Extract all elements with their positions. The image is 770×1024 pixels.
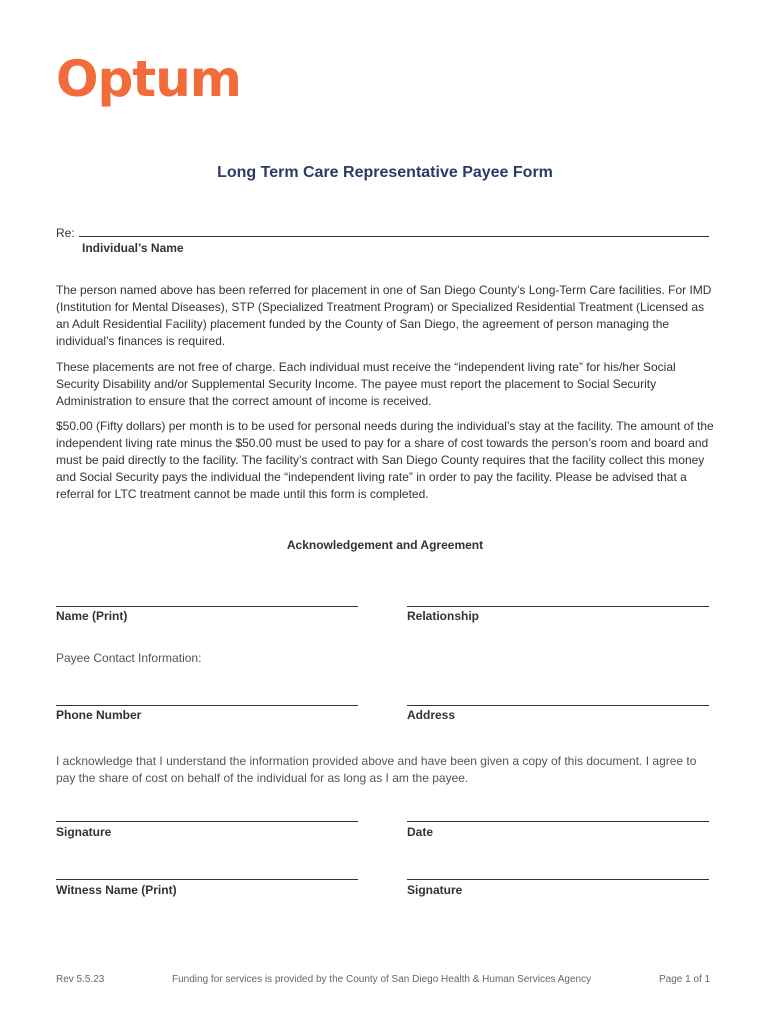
- signature-label: Signature: [56, 825, 112, 839]
- name-print-line[interactable]: [56, 606, 358, 607]
- phone-number-label: Phone Number: [56, 708, 142, 722]
- individual-name-blank[interactable]: [79, 226, 709, 237]
- logo-text: Optum: [56, 50, 241, 108]
- ack-heading: Acknowledgement and Agreement: [286, 538, 484, 552]
- individual-name-field[interactable]: [56, 226, 712, 240]
- witness-name-label: Witness Name (Print): [56, 883, 177, 897]
- relationship-label: Relationship: [407, 609, 480, 623]
- date-line[interactable]: [407, 821, 709, 822]
- signature-line[interactable]: [56, 821, 358, 822]
- footer-revision: Rev 5.5.23: [56, 974, 105, 985]
- re-label: Re:: [56, 226, 75, 240]
- charge-paragraph: These placements are not free of charge. Each individual must receive the “independent living rate” for his/her Social Security Disability and/or Supplemental Security Income. The payee must report the placement to Social Security Administration to ensure that the correct amount of income is received.: [56, 360, 676, 408]
- payee-contact-label: Payee Contact Information:: [56, 651, 202, 665]
- intro-paragraph: The person named above has been referred for placement in one of San Diego County’s Long-Term Care facilities. For IMD (Institution for Mental Diseases), STP (Specialized Treatment Program) or Specialized Residential Treatment (Licensed as an Adult Residential Facility) placement funded by the County of San Diego, the agreement of person managing the individual’s finances is required.: [56, 283, 712, 348]
- footer-funding: Funding for services is provided by the County of San Diego Health & Human Services Agency: [172, 974, 592, 985]
- address-line[interactable]: [407, 705, 709, 706]
- phone-number-line[interactable]: [56, 705, 358, 706]
- address-label: Address: [407, 708, 456, 722]
- date-label: Date: [407, 825, 434, 839]
- witness-name-line[interactable]: [56, 879, 358, 880]
- form-title: Long Term Care Representative Payee Form: [217, 164, 553, 181]
- individual-name-caption: Individual’s Name: [82, 241, 184, 255]
- witness-signature-line[interactable]: [407, 879, 709, 880]
- footer-page-number: Page 1 of 1: [659, 974, 711, 985]
- name-print-label: Name (Print): [56, 609, 128, 623]
- witness-signature-label: Signature: [407, 883, 463, 897]
- acknowledgement-text: I acknowledge that I understand the information provided above and have been given a copy of this document. I agree to pay the share of cost on behalf of the individual for as long as I am the payee.: [56, 754, 697, 785]
- optum-logo: [56, 52, 241, 106]
- relationship-line[interactable]: [407, 606, 709, 607]
- personal-needs-paragraph: $50.00 (Fifty dollars) per month is to be used for personal needs during the individual’s stay at the facility. The amount of the independent living rate minus the $50.00 must be used to pay for a share of cost towards the person’s room and board and must be paid directly to the facility. The facility’s contract with San Diego County requires that the facility collect this money and Social Security pays the individual the “independent living rate” in order to pay the facility. Please be advised that a referral for LTC treatment cannot be made until this form is completed.: [56, 419, 714, 501]
